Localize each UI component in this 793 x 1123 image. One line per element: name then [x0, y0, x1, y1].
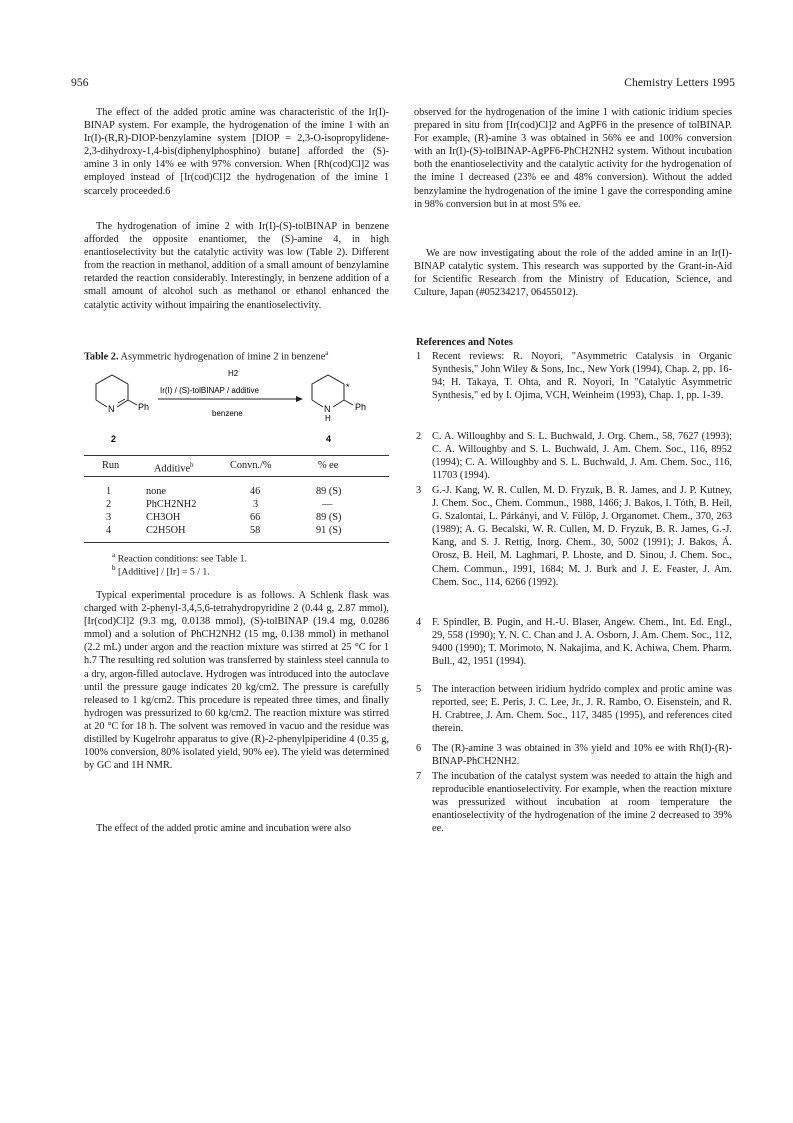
reference-text: The interaction between iridium hydrido complex and protic amine was reported, see; E. Peris, J. C. Lee, Jr., J. R. Rambo, O. Eisenstein, and R. H. Crabtree, J. Am. Chem. Soc., 117, 3485 (1995), and references cited therein. [432, 684, 732, 735]
reference-item [414, 616, 732, 668]
product-star: * [346, 382, 350, 392]
reference-text: The (R)-amine 3 was obtained in 3% yield and 10% ee with Rh(I)-(R)-BINAP-PhCH2NH2. [432, 743, 732, 768]
paragraph-text: observed for the hydrogenation of the imine 1 with cationic iridium species prepared in situ from [Ir(cod)Cl]2 and AgPF6 in the presence of tolBINAP. For example, (R)-amine 3 was obtained in 56% ee and 100% conversion with an Ir(I)-(S)-tolBINAP-AgPF6-PhCH2NH2 system. Without incubation both the enantioselectivity and the catalytic activity for the hydrogenation of the imine 1 decreased (23% ee and 48% conversion). Without the added benzylamine the hydrogenation of the imine 1 gave the corresponding amine in 98% conversion but in at most 5% ee. [414, 107, 732, 210]
reference-number: 6 [416, 743, 422, 754]
reagents-label: Ir(I) / (S)-tolBINAP / additive [160, 386, 259, 395]
left-para-1 [84, 106, 389, 198]
col-header-run: Run [102, 460, 120, 471]
h2-label: H2 [228, 369, 239, 378]
table-cell-run: 4 [106, 525, 112, 536]
table-title [84, 347, 389, 364]
col-header-ee: % ee [318, 460, 339, 471]
product-n-atom: N [324, 404, 331, 414]
table-cell-run: 2 [106, 499, 112, 510]
reference-item [414, 742, 732, 768]
table-cell-ee: — [322, 499, 333, 510]
table-cell-additive: none [146, 486, 167, 497]
table-label: Table 2. [84, 351, 119, 363]
table-cell-ee: 91 (S) [316, 525, 342, 536]
reaction-arrow-head [296, 396, 303, 402]
substrate-structure [96, 375, 137, 407]
table-rule-bottom [84, 542, 389, 543]
table-cell-run: 3 [106, 512, 112, 523]
reference-item [414, 683, 732, 735]
reference-number: 5 [416, 684, 422, 695]
table-footnote-a: $^a$ Reaction conditions: see Table 1. [112, 551, 248, 565]
reference-item [414, 770, 732, 835]
left-para-2 [84, 220, 389, 312]
paragraph-text: We are now investigating about the role of the added amine in an Ir(I)-BINAP catalytic system. This research was supported by the Grant-in-Aid for Scientific Research from the Ministry of Education, Science, and Culture, Japan (#05234217, 06455012). [414, 248, 732, 299]
reaction-scheme [84, 366, 389, 446]
reference-item [414, 484, 732, 589]
solvent-label: benzene [212, 409, 243, 418]
left-para-4 [84, 822, 389, 835]
caption-footnote-mark: a [325, 349, 329, 357]
reference-item [414, 350, 732, 402]
reference-number: 2 [416, 431, 422, 442]
table-rule-mid [84, 476, 389, 477]
col-header-additive: Additive$^b$ [154, 461, 194, 475]
reference-number: 7 [416, 771, 422, 782]
right-para-1 [414, 106, 732, 211]
table-footnote-b: $^b$ [Additive] / [Ir] = 5 / 1. [112, 564, 210, 578]
page-number: 956 [71, 77, 89, 89]
table-cell-convn: 58 [250, 525, 261, 536]
journal-running-head: Chemistry Letters 1995 [624, 77, 735, 89]
paragraph-text: The hydrogenation of imine 2 with Ir(I)-(S)-tolBINAP in benzene afforded the opposite enantiomer, the (S)-amine 4, in high enantioselectivity but the catalytic activity was low (Table 2). Different from the reaction in methanol, addition of a small amount of benzylamine retarded the reaction considerably. Interestingly, in benzene addition of a small amount of alcohol such as methanol or ethanol enhanced the catalytic activity without impairing the enantioselectivity. [84, 221, 389, 311]
table-cell-convn: 66 [250, 512, 261, 523]
reference-text: G.-J. Kang, W. R. Cullen, M. D. Fryzuk, B. R. James, and J. P. Kutney, J. Chem. Soc., Chem. Commun., 1988, 1466; J. Bakos, I. Tóth, B. Heil, G. Szalontai, L. Párkányi, and V. Fülöp, J. Organomet. Chem., 370, 263 (1989); A. G. Becalski, W. R. Cullen, M. D. Fryzuk, B. R. James, G.-J. Kang, and S. J. Rettig, Inorg. Chem., 30, 5002 (1991); J. Bakos, Á. Orosz, B. Heil, M. Laghmari, P. Lhoste, and D. Sinou, J. Chem. Soc., Chem. Commun., 1991, 1684; M. J. Burk and J. E. Feaster, J. Am. Chem. Soc., 114, 6266 (1992). [432, 485, 732, 588]
table-cell-ee: 89 (S) [316, 512, 342, 523]
table-cell-additive: PhCH2NH2 [146, 499, 197, 510]
reference-text: C. A. Willoughby and S. L. Buchwald, J. Org. Chem., 58, 7627 (1993); C. A. Willoughby and S. L. Buchwald, J. Am. Chem. Soc., 116, 8952 (1994); C. A. Willoughby and S. L. Buchwald, J. Am. Chem. Soc., 116, 11703 (1994). [432, 431, 732, 482]
product-label: 4 [326, 434, 332, 444]
col-header-convn: Convn./% [230, 460, 272, 471]
substrate-n-atom: N [108, 404, 115, 414]
reference-text: The incubation of the catalyst system was needed to attain the high and reproducible enantioselectivity. For example, when the reaction mixture was pressurized without incubation at room temperature the enantioselectivity of the hydrogenation of the imine 2 decreased to 39% ee. [432, 771, 732, 835]
table-cell-run: 1 [106, 486, 112, 497]
product-ph: Ph [355, 402, 367, 412]
paragraph-text: The effect of the added protic amine and incubation were also [96, 823, 351, 834]
reference-text: F. Spindler, B. Pugin, and H.-U. Blaser, Angew. Chem., Int. Ed. Engl., 29, 558 (1990); Y. N. C. Chan and J. A. Osborn, J. Am. Chem. Soc., 112, 9400 (1990); T. Morimoto, N. Nakajima, and K. Achiwa, Chem. Pharm. Bull., 42, 1951 (1994). [432, 617, 732, 668]
product-h-atom: H [325, 414, 331, 423]
table-cell-convn: 3 [253, 499, 259, 510]
references-title: References and Notes [416, 337, 513, 348]
paragraph-text: The effect of the added protic amine was characteristic of the Ir(I)-BINAP system. For example, the hydrogenation of the imine 1 with an Ir(I)-(R,R)-DIOP-benzylamine system [DIOP = 2,3-O-isopropylidene-2,3-dihydroxy-1,4-bis(diphenylphosphino) butane] afforded the (S)-amine 3 in only 14% ee with 97% conversion. When [Rh(cod)Cl]2 was employed instead of [Ir(cod)Cl]2 the hydrogenation of the imine 1 scarcely proceeded.6 [84, 107, 389, 197]
reference-item [414, 430, 732, 482]
reference-number: 3 [416, 485, 422, 496]
left-para-3 [84, 589, 389, 772]
reference-number: 1 [416, 351, 422, 362]
reference-text: Recent reviews: R. Noyori, "Asymmetric Catalysis in Organic Synthesis," John Wiley & Sons, Inc., New York (1994), Chap. 2, pp. 16-94; H. Takaya, T. Ohta, and R. Noyori, In "Catalytic Asymmetric Synthesis," ed by I. Ojima, VCH, Weinheim (1993), Chap. 1, pp. 1-39. [432, 351, 732, 402]
right-para-2 [414, 247, 732, 299]
table-cell-ee: 89 (S) [316, 486, 342, 497]
table-caption: Asymmetric hydrogenation of imine 2 in benzene [120, 351, 326, 363]
reference-number: 4 [416, 617, 422, 628]
table-cell-convn: 46 [250, 486, 261, 497]
table-rule-top [84, 455, 389, 456]
paragraph-text: Typical experimental procedure is as follows. A Schlenk flask was charged with 2-phenyl-3,4,5,6-tetrahydropyridine 2 (0.44 g, 2.87 mmol), [Ir(cod)Cl]2 (9.3 mg, 0.0138 mmol), (S)-tolBINAP (19.4 mg, 0.0286 mmol) and a solution of PhCH2NH2 (15 mg, 0.138 mmol) in methanol (2.2 mL) under argon and the reaction mixture was stirred at 25 °C for 1 h.7 The resulting red solution was transferred by stainless steel cannula to a dry, argon-filled autoclave. Hydrogen was introduced into the autoclave until the pressure gauge indicates 20 kg/cm2. The pressure is carefully released to 1 kg/cm2. This procedure is repeated three times, and finally hydrogen was pressurized to 60 kg/cm2. The reaction mixture was stirred at 20 °C for 18 h. The solvent was removed in vacuo and the residue was distilled by Kugelrohr apparatus to give (R)-2-phenylpiperidine 4 (0.35 g, 100% conversion, 80% isolated yield, 90% ee). The yield was determined by GC and 1H NMR. [84, 590, 389, 772]
table-cell-additive: C2H5OH [146, 525, 186, 536]
table-cell-additive: CH3OH [146, 512, 181, 523]
substrate-ph: Ph [138, 402, 150, 412]
substrate-label: 2 [111, 434, 117, 444]
